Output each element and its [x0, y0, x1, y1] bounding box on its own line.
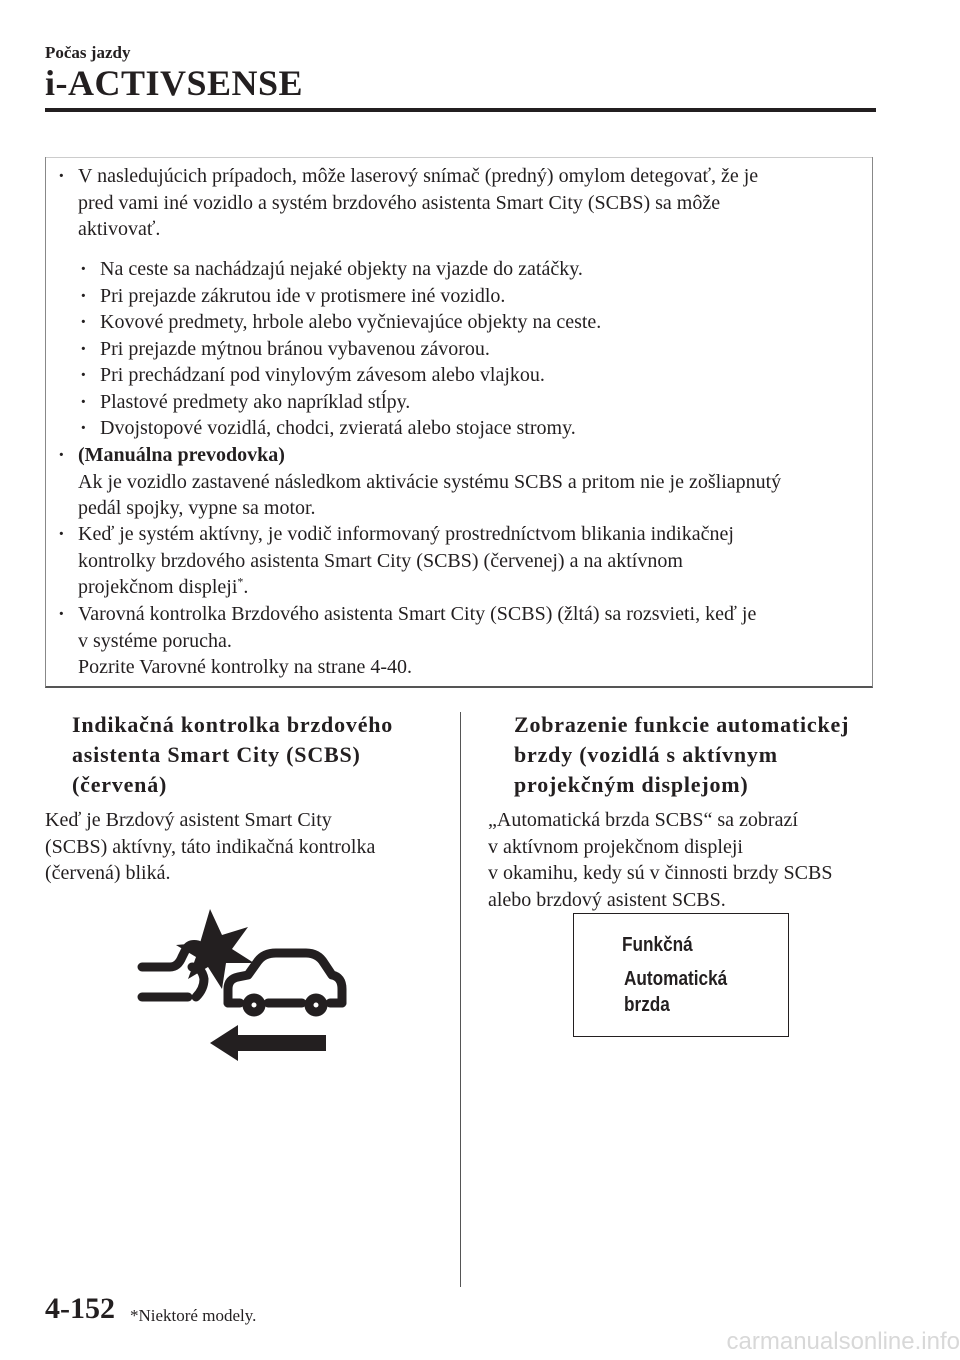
notice-item-2-heading: (Manuálna prevodovka) [78, 444, 285, 466]
bullet-icon [80, 336, 100, 363]
display-function-line: brzda [624, 994, 670, 1016]
notice-item-4-line: Varovná kontrolka Brzdového asistenta Smart City (SCBS) (žltá) sa rozsvieti, keď je [78, 603, 757, 625]
notice-item-1-line: pred vami iné vozidlo a systém brzdového asistenta Smart City (SCBS) sa môže [78, 191, 721, 214]
column-divider [460, 712, 461, 1287]
notice-item-2-line: Ak je vozidlo zastavené následkom aktivácie systému SCBS a pritom nie je zošliapnutý [78, 470, 782, 493]
notice-item-1-line: aktivovať. [78, 218, 161, 240]
display-status-text: Funkčná [622, 934, 693, 956]
bullet-icon [80, 415, 100, 442]
notice-subitem: Plastové predmety ako napríklad stĺpy. [100, 390, 411, 413]
page-number: 4-152 [45, 1292, 115, 1325]
notice-item-3-line: kontrolky brzdového asistenta Smart City (SCBS) (červenej) a na aktívnom [78, 549, 683, 572]
bullet-icon [80, 362, 100, 389]
notice-subitem: Pri prechádzaní pod vinylovým závesom alebo vlajkou. [100, 364, 545, 386]
title-rule [45, 108, 876, 112]
notice-subitem: Pri prejazde mýtnou bránou vybavenou závorou. [100, 337, 490, 360]
notice-item-3-period: . [243, 576, 249, 598]
bullet-icon [58, 442, 78, 469]
notice-item-3-line: Keď je systém aktívny, je vodič informovaný prostredníctvom blikania indikačnej [78, 523, 734, 545]
notice-subitem: Na ceste sa nachádzajú nejaké objekty na vjazde do zatáčky. [100, 258, 583, 280]
bullet-icon [80, 389, 100, 416]
page-title: i-ACTIVSENSE [45, 63, 304, 103]
notice-item-1-line: V nasledujúcich prípadoch, môže laserový snímač (predný) omylom detegovať, že je [78, 165, 759, 187]
right-body-line: v aktívnom projekčnom displeji [488, 835, 743, 858]
footnote-asterisk: * [237, 574, 244, 589]
right-heading-line: projekčným displejom) [514, 772, 749, 797]
left-body [45, 807, 445, 887]
notice-subitem-list [80, 256, 860, 442]
right-heading-line: brzdy (vozidlá s aktívnym [514, 742, 778, 767]
bullet-icon [80, 283, 100, 310]
right-body-line: v okamihu, kedy sú v činnosti brzdy SCBS [488, 862, 833, 884]
notice-subitem: Dvojstopové vozidlá, chodci, zvieratá alebo stojace stromy. [100, 417, 576, 439]
right-body-line: alebo brzdový asistent SCBS. [488, 888, 726, 911]
left-heading-line: asistenta Smart City (SCBS) [72, 742, 361, 767]
notice-item-1 [58, 163, 858, 243]
notice-item-4-line: Pozrite Varovné kontrolky na strane 4-40. [78, 656, 412, 678]
right-heading-line: Zobrazenie funkcie automatickej [514, 712, 850, 737]
notice-item-4-line: v systéme porucha. [78, 629, 232, 652]
right-heading [514, 710, 849, 800]
left-heading-line: Indikačná kontrolka brzdového [72, 712, 394, 737]
left-heading [72, 710, 393, 800]
section-label: Počas jazdy [45, 43, 131, 62]
left-body-line: Keď je Brzdový asistent Smart City [45, 809, 332, 831]
bullet-icon [58, 163, 78, 190]
right-body [488, 807, 908, 913]
notice-subitem: Pri prejazde zákrutou ide v protismere iné vozidlo. [100, 284, 506, 307]
active-display-illustration [573, 913, 789, 1037]
notice-item-2-line: pedál spojky, vypne sa motor. [78, 497, 316, 519]
bullet-icon [58, 521, 78, 548]
scbs-indicator-icon [130, 905, 350, 1065]
right-body-line: „Automatická brzda SCBS“ sa zobrazí [488, 809, 798, 831]
left-heading-line: (červená) [72, 772, 168, 797]
bullet-icon [58, 601, 78, 628]
watermark: carmanualsonline.info [726, 1328, 960, 1355]
left-body-line: (červená) bliká. [45, 862, 171, 884]
notice-item-4 [58, 601, 858, 681]
notice-subitem: Kovové predmety, hrbole alebo vyčnievajúce objekty na ceste. [100, 311, 602, 333]
bullet-icon [80, 309, 100, 336]
notice-item-3-last-text: projekčnom displeji [78, 576, 238, 598]
left-body-line: (SCBS) aktívny, táto indikačná kontrolka [45, 835, 376, 858]
notice-item-3-line-last [58, 574, 858, 601]
footnote: *Niektoré modely. [130, 1306, 257, 1325]
notice-item-3 [58, 521, 858, 601]
notice-item-2 [58, 442, 858, 522]
display-function-line: Automatická [624, 968, 728, 990]
display-function-text [624, 966, 796, 1018]
bullet-icon [80, 256, 100, 283]
